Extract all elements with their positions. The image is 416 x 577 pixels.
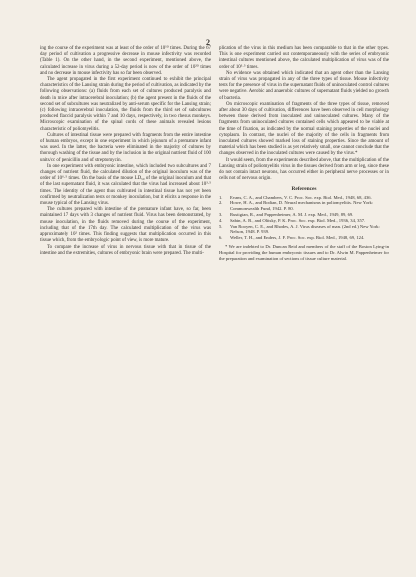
reference-number: 4. xyxy=(219,217,223,223)
left-paragraph: The agent propagated in the first experiment continued to exhibit the principal characteristics of the Lansing strain during the period of cultivation, as indicated by the following observations: (a) fluids from each set of cultures produced paralysis and death in mice after intracerebral inoculation; (b) the agent present in the fluids of the second set of subcultures was neutralized by anti-serum specific for the Lansing strain; (c) following intracerebral inoculation, the fluids from the third set of subcultures produced flaccid paralysis within 7 and 10 days, respectively, in two rhesus monkeys. Microscopic examination of the spinal cords of these animals revealed lesions characteristic of poliomyelitis. xyxy=(40,77,211,132)
left-paragraph: ing the course of the experiment was at least of the order of 10¹⁰ times. During the 67 day period of cultivation a progressive decrease in mouse infectivity was recorded (Table 1). On the other hand, in the second experiment, mentioned above, the calculated increase in virus during a 52-day period is now of the order of 10²⁰ times and no decrease in mouse infectivity has so far been observed. xyxy=(40,46,211,76)
reference-number: 5. xyxy=(219,223,223,229)
reference-number: 2. xyxy=(219,200,223,206)
acknowledgement-footnote: * We are indebted to Dr. Duncan Reid and members of the staff of the Boston Lying-in Hospital for providing the human embryonic tissues and to Dr. Alwin M. Pappenheimer for the preparation and examination of sections of tissue culture material. xyxy=(219,244,389,261)
reference-text: Howe, H. A., and Bodian, D. Neural mechanisms in poliomyelitis. New York: Commonwealth Fund, 1942. P. 80. xyxy=(230,200,374,212)
reference-item xyxy=(219,224,389,236)
reference-text: Sabin, A. B., and Olitsky, P. K. Proc. Soc. exp. Biol. Med., 1936, 34, 357. xyxy=(230,217,366,223)
reference-text: Van Rooyen, C. E., and Rhodes, A. J. Virus diseases of man. (2nd ed.) New York: Nelson, 1948. P. 939. xyxy=(230,223,380,235)
reference-item xyxy=(219,200,389,212)
left-paragraph: In one experiment with embryonic intestine, which included two subcultures and 7 changes of nutrient fluid, the calculated dilution of the original inoculum was of the order of 10⁶·⁵ times. On the basis of the mouse LD₅₀ of the original inoculum and that of the last supernatant fluid, it was calculated that the virus had increased about 10³·⁵ times. The identity of the agent thus cultivated in intestinal tissue has not yet been confirmed by neutralization tests or monkey inoculation, but it elicits a response in the mouse typical of the Lansing virus. xyxy=(40,163,211,207)
reference-text: Evans, C. A., and Chambers, V. C. Proc. Soc. exp. Biol. Med., 1948, 68, 436. xyxy=(230,194,372,200)
reference-text: Rustigian, R., and Pappenheimer, A. M. J. exp. Med., 1949, 89, 69. xyxy=(230,212,354,218)
left-paragraph: To compare the increase of virus in nervous tissue with that in tissue of the intestine and the extremities, cultures of embryonic brain were prepared. The multi- xyxy=(40,244,211,256)
right-paragraph: On microscopic examination of fragments of the three types of tissue, removed after about 30 days of cultivation, differences have been observed in cell morphology between those derived from inoculated and uninoculated cultures. Many of the fragments from uninoculated cultures contained cells which appeared to be viable at the time of fixation, as indicated by the normal staining properties of the nuclei and cytoplasm. In contrast, the nuclei of the majority of the cells in fragments from inoculated cultures showed marked loss of staining properties. Since the amount of material which has been studied is as yet relatively small, one cannot conclude that the changes observed in the inoculated cultures were caused by the virus.* xyxy=(219,101,389,157)
right-paragraph: It would seem, from the experiments described above, that the multiplication of the Lansing strain of poliomyelitis virus in the tissues derived from arm or leg, since these do not contain intact neurons, has occurred either in peripheral nerve processes or in cells not of nervous origin. xyxy=(219,157,389,182)
left-paragraph: Cultures of intestinal tissue were prepared with fragments from the entire intestine of human embryos, except in one experiment in which jejunum of a premature infant was used. In the latter, the bacteria were eliminated in the majority of cultures by thorough washing of the tissue and by the inclusion in the original nutrient fluid of 100 units/cc of penicillin and of streptomycin. xyxy=(40,132,211,163)
right-paragraph: plication of the virus in this medium has been comparable to that in the other types. This is one experiment carried out contemporaneously with the series of embryonic intestinal cultures mentioned above, the calculated multiplication of virus was of the order of 10³·⁵ times. xyxy=(219,46,389,70)
reference-number: 6. xyxy=(219,235,223,241)
references-list xyxy=(219,195,389,241)
reference-number: 3. xyxy=(219,212,223,218)
reference-text: Weller, T. H., and Enders, J. F. Proc. Soc. exp. Biol. Med., 1948, 69, 124. xyxy=(230,235,365,241)
left-column xyxy=(40,46,211,257)
reference-number: 1. xyxy=(219,194,223,200)
reference-item xyxy=(219,235,389,241)
references-heading: References xyxy=(291,186,317,193)
right-paragraph: No evidence was obtained which indicated that an agent other than the Lansing strain of virus was propagated in any of the three types of tissue. Mouse infectivity tests for the presence of virus in the supernatant fluids of uninoculated control cultures were negative. Aerobic and anaerobic cultures of supernatant fluids yielded no growth of bacteria. xyxy=(219,70,389,101)
page-number: 2 xyxy=(206,38,210,47)
left-paragraph: The cultures prepared with intestine of the premature infant have, so far, been maintained 17 days with 3 changes of nutrient fluid. Virus has been demonstrated, by mouse inoculation, in the fluids removed during the course of the experiment, including that of the 17th day. The calculated multiplication of the virus was approximately 10² times. This finding suggests that multiplication occurred in this tissue which, from the embryologic point of view, is more mature. xyxy=(40,207,211,244)
right-column xyxy=(219,46,389,261)
